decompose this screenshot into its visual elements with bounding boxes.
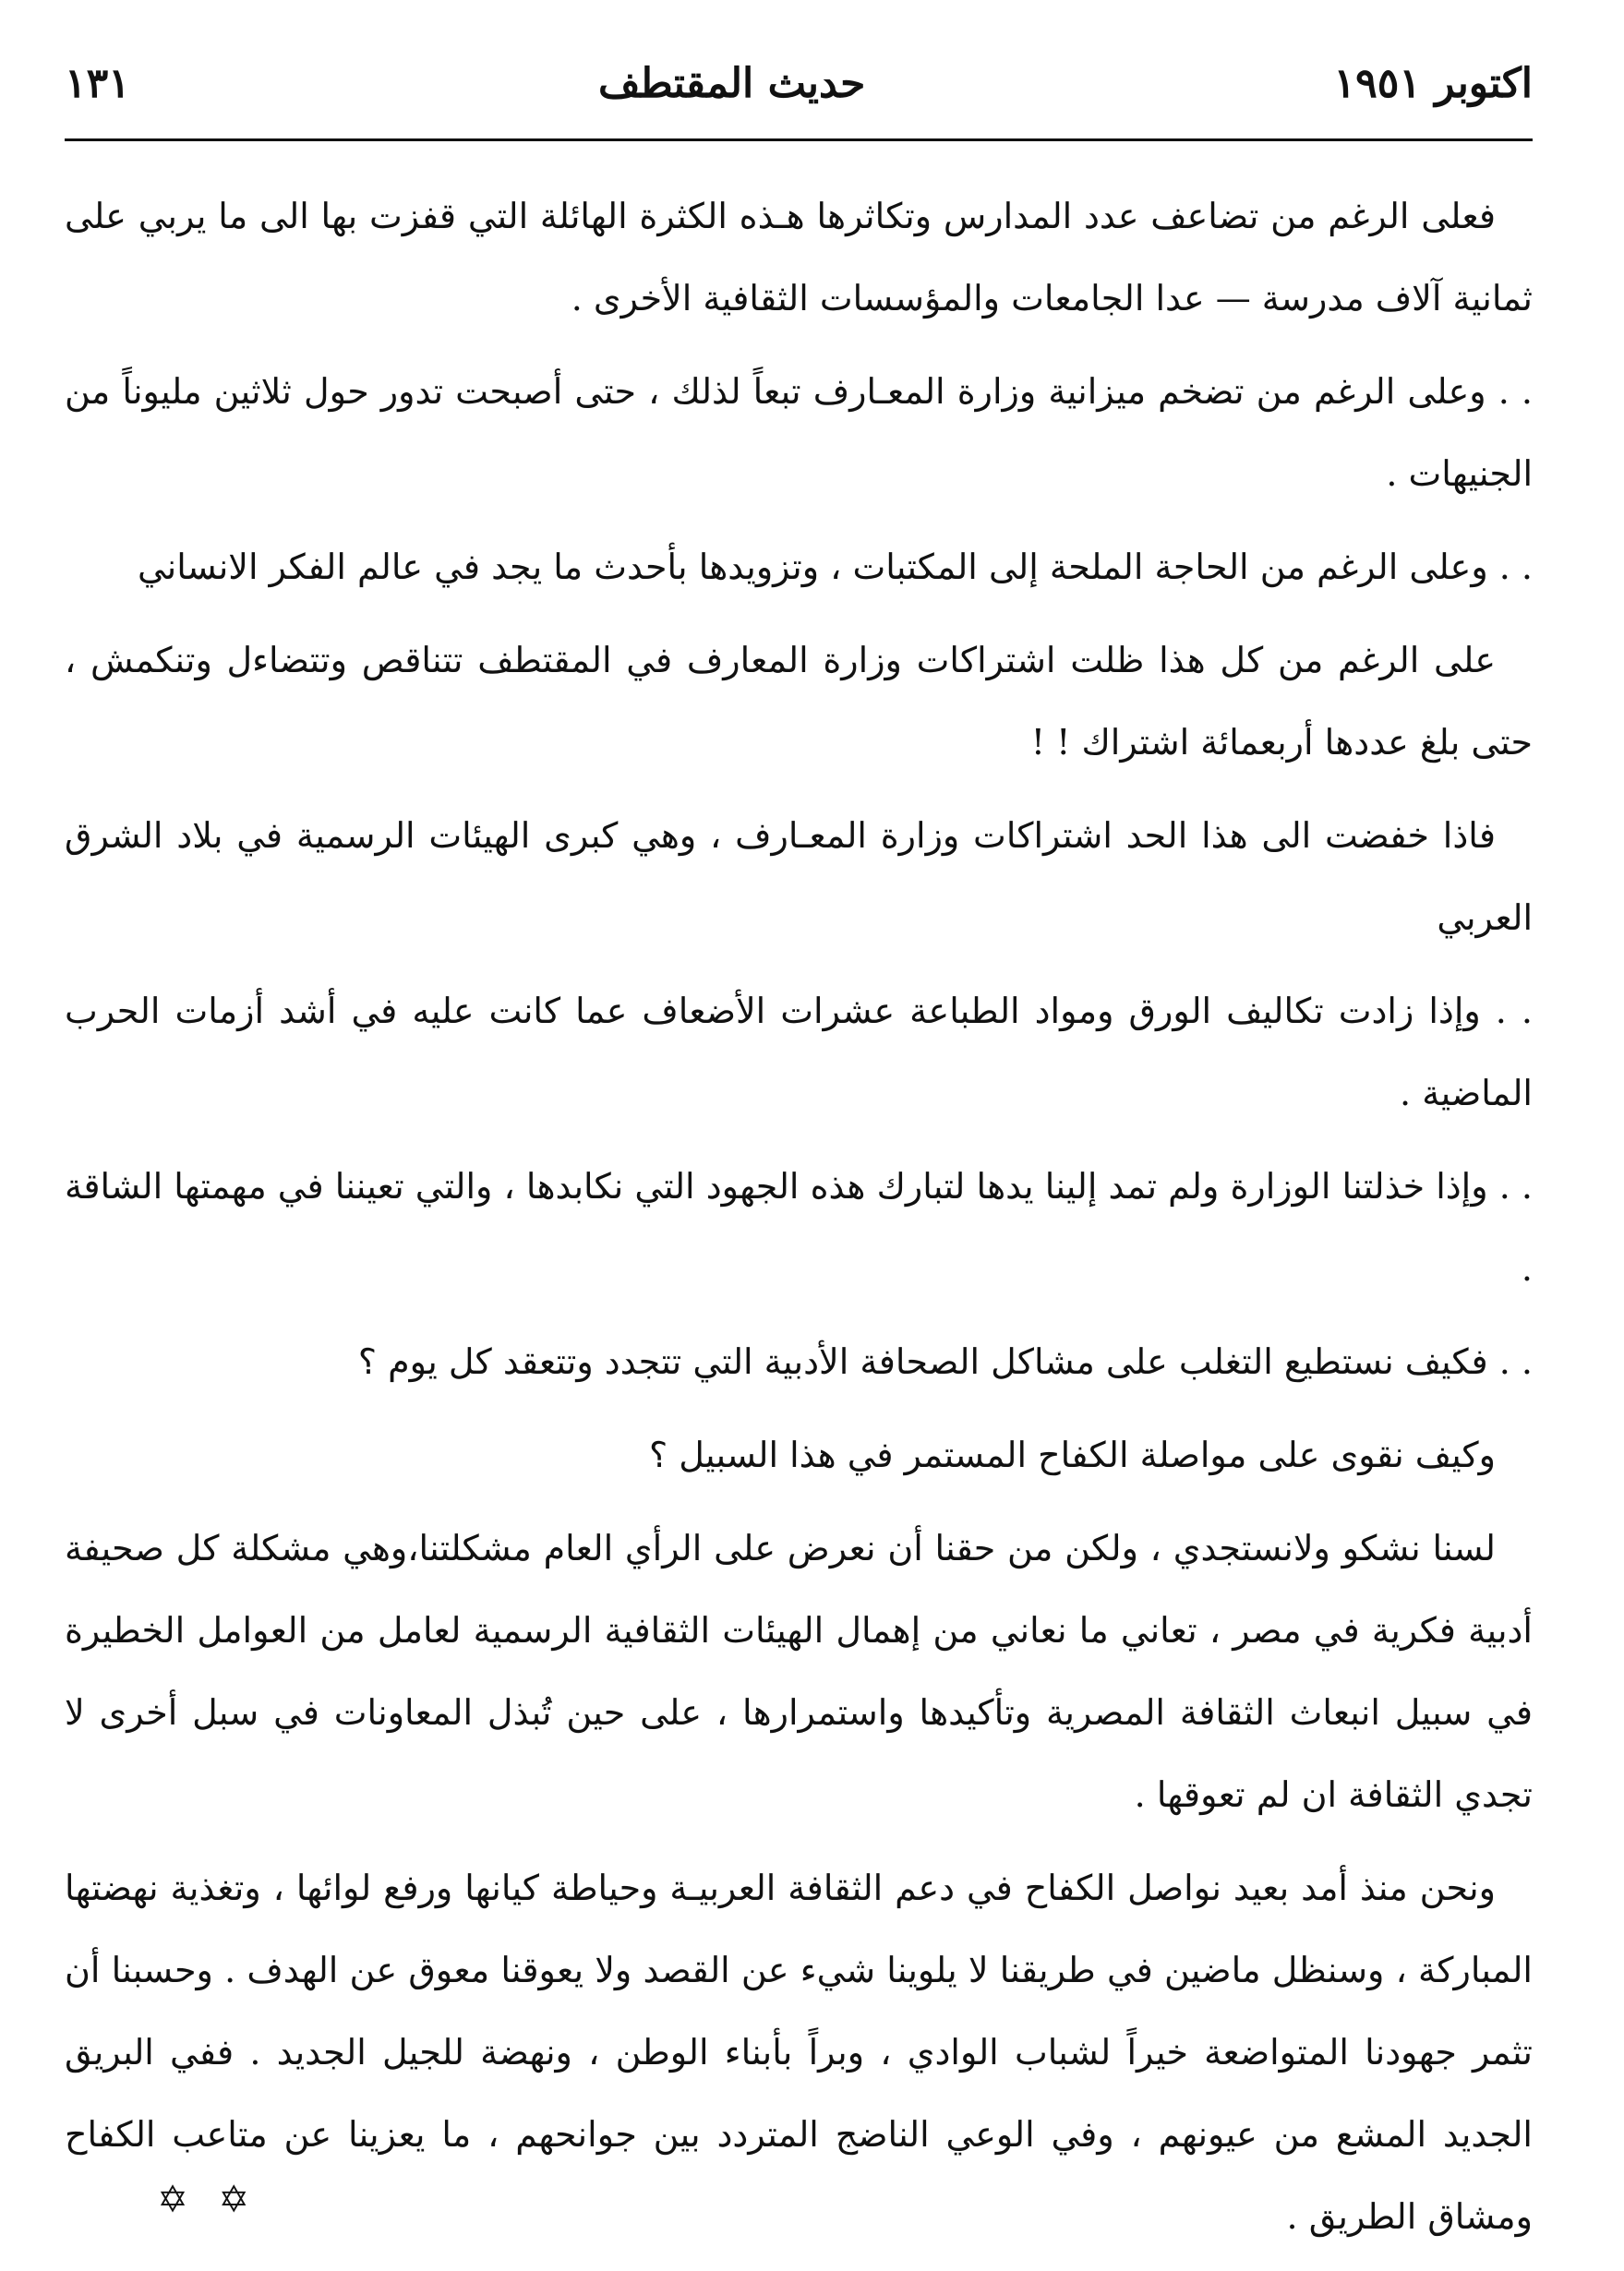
header-divider — [65, 138, 1533, 141]
paragraph-2: . . وعلى الرغم من تضخم ميزانية وزارة المعـارف تبعاً لذلك ، حتى أصبحت تدور حول ثلاثين مليوناً من الجنيهات . — [65, 371, 1533, 494]
paragraph-6: . . وإذا زادت تكاليف الورق ومواد الطباعة عشرات الأضعاف عما كانت عليه في أشد أزمات الحرب الماضية . — [65, 991, 1533, 1113]
paragraph-3: . . وعلى الرغم من الحاجة الملحة إلى المكتبات ، وتزويدها بأحدث ما يجد في عالم الفكر الانساني — [137, 547, 1533, 587]
paragraph-11: ونحن منذ أمد بعيد نواصل الكفاح في دعم الثقافة العربيـة وحياطة كيانها ورفع لوائها ، وتغذية نهضتها المباركة ، وسنظل ماضين في طريقنا لا يلوينا شيء عن القصد ولا يعوقنا معوق عن الهدف . وحسبنا أن تثمر جهودنا المتواضعة خيراً لشباب الوادي ، وبراً بأبناء الوطن ، ونهضة للجيل الجديد . ففي البريق الجديد المشع من عيونهم ، وفي الوعي الناضج المتردد بين جوانحهم ، ما يعزينا عن متاعب الكفاح ومشاق الطريق . — [65, 1868, 1533, 2237]
paragraph-7: . . وإذا خذلتنا الوزارة ولم تمد إلينا يدها لتبارك هذه الجهود التي نكابدها ، والتي تعيننا في مهمتها الشاقة . — [65, 1166, 1533, 1289]
paragraph-4: على الرغم من كل هذا ظلت اشتراكات وزارة المعارف في المقتطف تتناقص وتتضاءل وتنكمش ، حتى بلغ عددها أربعمائة اشتراك ! ! — [65, 640, 1533, 763]
paragraph-8: . . فكيف نستطيع التغلب على مشاكل الصحافة الأدبية التي تتجدد وتتعقد كل يوم ؟ — [357, 1341, 1533, 1382]
paragraph-9: وكيف نقوى على مواصلة الكفاح المستمر في هذا السبيل ؟ — [649, 1435, 1496, 1475]
paragraph-1: فعلى الرغم من تضاعف عدد المدارس وتكاثرها هـذه الكثرة الهائلة التي قفزت بها الى ما يربي على ثمانية آلاف مدرسة — عدا الجامعات والمؤسسات الثقافية الأخرى . — [65, 196, 1533, 318]
star-ornament-icon: ✡ ✡ — [157, 2179, 259, 2221]
issue-date: اكتوبر ١٩٥١ — [1333, 59, 1533, 107]
section-title: حديث المقتطف — [598, 59, 866, 107]
paragraph-5: فاذا خفضت الى هذا الحد اشتراكات وزارة المعـارف ، وهي كبرى الهيئات الرسمية في بلاد الشرق العربي — [65, 815, 1533, 938]
article-body — [65, 175, 1533, 2269]
paragraph-10: لسنا نشكو ولانستجدي ، ولكن من حقنا أن نعرض على الرأي العام مشكلتنا،وهي مشكلة كل صحيفة أدبية فكرية في مصر ، تعاني ما نعاني من إهمال الهيئات الثقافية الرسمية لعامل من العوامل الخطيرة في سبيل انبعاث الثقافة المصرية وتأكيدها واستمرارها ، على حين تُبذل المعاونات في سبل أخرى لا تجدي الثقافة ان لم تعوقها . — [65, 1528, 1533, 1815]
page-number: ١٣١ — [65, 59, 130, 107]
magazine-page — [65, 37, 1533, 2237]
page-header — [65, 46, 1533, 120]
